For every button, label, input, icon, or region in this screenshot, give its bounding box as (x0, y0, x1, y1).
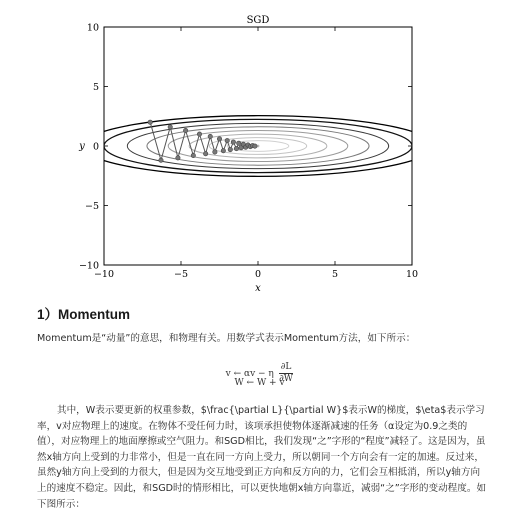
path-point (225, 138, 229, 142)
y-axis-label: y (79, 141, 85, 152)
equation-1-left: v ← αv − η (225, 369, 274, 379)
path-point (203, 152, 207, 156)
x-tick-label: 0 (254, 269, 262, 280)
x-tick-label: 5 (331, 269, 339, 280)
path-point (148, 120, 152, 124)
path-point (159, 158, 163, 162)
path-point (221, 149, 225, 153)
fraction-numerator: ∂L (280, 362, 292, 372)
equation-2-text: W ← W + v (234, 378, 285, 388)
explanation-paragraph: 其中，W表示要更新的权重参数，$\frac{\partial L}{\partial W}$表示W的梯度，$\eta$表示学习率，v对应物理上的速度。在物体不受任何力时，该项承担使物体逐渐减速的任务（α设定为0.9之类的值），对应物理上的地面摩擦或空气阻力。和SGD相比，我们发现“之”字形的“程度”减轻了。这是因为，虽然x轴方向上受到的力非常小，但是一直在同一方向上受力，所以朝同一个方向会有一定的加速。反过来，虽然y轴方向上受到的力很大，但是因为交互地受到正方向和反方向的力，它们会互相抵消，所以y轴方向上的速度不稳定。因此，和SGD时的情形相比，可以更快地朝x轴方向靠近，减弱“之”字形的变动程度。如下图所示： (37, 405, 487, 510)
momentum-equation-2 (0, 378, 519, 388)
y-tick-label: −10 (78, 260, 99, 272)
path-point (168, 125, 172, 129)
path-point (231, 140, 235, 144)
fraction-denominator: ∂W (279, 374, 293, 384)
path-point (197, 132, 201, 136)
x-axis-label: x (255, 283, 261, 294)
y-tick-label: 5 (92, 82, 99, 93)
path-point (183, 128, 187, 132)
path-point (217, 137, 221, 141)
x-axis-ticks (94, 27, 418, 280)
contour-lines (82, 116, 433, 177)
intro-paragraph: Momentum是“动量”的意思，和物理有关。用数学式表示Momentum方法，如下所示： (37, 333, 416, 344)
x-tick-label: −5 (173, 269, 189, 280)
y-tick-label: 10 (86, 22, 99, 34)
plot-title: SGD (246, 15, 270, 26)
path-point (237, 141, 241, 145)
x-tick-label: −10 (93, 269, 115, 280)
path-point (234, 146, 238, 150)
path-point (228, 147, 232, 151)
path-point (176, 156, 180, 160)
y-tick-label: −5 (84, 201, 99, 212)
path-point (253, 144, 257, 148)
section-heading: 1）Momentum (37, 307, 131, 322)
path-point (208, 134, 212, 138)
path-point (213, 150, 217, 154)
y-tick-label: 0 (92, 141, 99, 153)
path-point (191, 153, 195, 157)
x-tick-label: 10 (405, 269, 419, 280)
